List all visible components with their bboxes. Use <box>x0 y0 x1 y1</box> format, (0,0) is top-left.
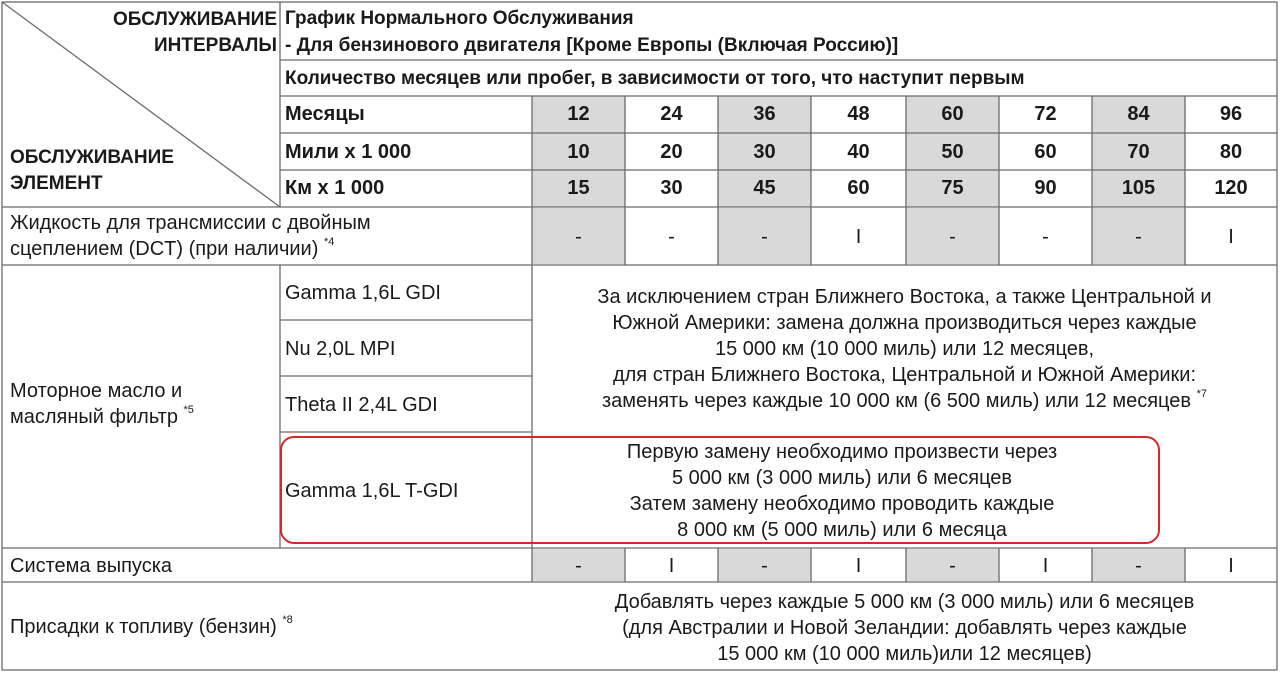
tgdi-note-line: Первую замену необходимо произвести через <box>626 441 1058 463</box>
oil-note-footnote: *7 <box>1196 388 1207 400</box>
row-label-miles: Мили x 1 000 <box>285 141 412 163</box>
miles-value: 20 <box>660 141 683 163</box>
tgdi-note-line: Затем замену необходимо проводить каждые <box>629 493 1055 515</box>
oil-note-line-last <box>532 388 1277 412</box>
km-value: 105 <box>1121 177 1156 199</box>
dct-value: - <box>1135 226 1142 248</box>
engine-theta-gdi: Theta II 2,4L GDI <box>285 394 438 416</box>
corner-intervals-line1: ОБСЛУЖИВАНИЕ <box>113 9 277 30</box>
oil-label-text: масляный фильтр <box>10 406 178 428</box>
months-value: 84 <box>1127 103 1150 125</box>
miles-value: 60 <box>1034 141 1057 163</box>
exhaust-value: I <box>1042 555 1049 577</box>
km-value: 45 <box>753 177 776 199</box>
miles-value: 10 <box>567 141 590 163</box>
miles-value: 50 <box>941 141 964 163</box>
engine-gamma-gdi: Gamma 1,6L GDI <box>285 282 441 304</box>
dct-value: - <box>1042 226 1049 248</box>
dct-value: - <box>949 226 956 248</box>
km-value: 30 <box>660 177 683 199</box>
engine-gamma-tgdi: Gamma 1,6L T-GDI <box>285 480 459 502</box>
fuel-note-line: Добавлять через каждые 5 000 км (3 000 миль) или 6 месяцев <box>614 591 1195 613</box>
fuel-additives-label-text: Присадки к топливу (бензин) <box>10 616 277 638</box>
dct-label-text: сцеплением (DCT) (при наличии) <box>10 238 319 260</box>
schedule-title-line1: График Нормального Обслуживания <box>285 8 634 29</box>
dct-footnote: *4 <box>323 236 335 248</box>
exhaust-value: - <box>575 555 582 577</box>
dct-value: - <box>668 226 675 248</box>
dct-value: - <box>761 226 768 248</box>
engine-nu-mpi: Nu 2,0L MPI <box>285 338 396 360</box>
dct-value: I <box>855 226 862 248</box>
fuel-note-line: (для Австралии и Новой Зеландии: добавлять через каждые <box>622 617 1187 639</box>
exhaust-value: I <box>668 555 675 577</box>
fuel-note-line: 15 000 км (10 000 миль)или 12 месяцев) <box>717 643 1092 665</box>
dct-label-line1: Жидкость для трансмиссии с двойным <box>10 212 371 234</box>
km-value: 120 <box>1214 177 1248 199</box>
exhaust-value: - <box>761 555 768 577</box>
oil-note-line: Южной Америки: замена должна производиться через каждые <box>612 312 1197 334</box>
dct-label-line2 <box>10 236 335 260</box>
months-value: 72 <box>1034 103 1057 125</box>
km-value: 60 <box>847 177 870 199</box>
months-value: 96 <box>1219 103 1243 125</box>
corner-element-line2: ЭЛЕМЕНТ <box>10 173 103 194</box>
corner-intervals-line2: ИНТЕРВАЛЫ <box>154 35 277 56</box>
months-value: 36 <box>753 103 776 125</box>
miles-value: 30 <box>753 141 776 163</box>
months-value: 60 <box>941 103 964 125</box>
miles-value: 40 <box>847 141 870 163</box>
tgdi-note-line: 8 000 км (5 000 миль) или 6 месяца <box>677 519 1007 541</box>
oil-label-line1: Моторное масло и <box>10 380 183 402</box>
oil-label-line2 <box>10 404 194 428</box>
months-value: 12 <box>567 103 590 125</box>
km-value: 15 <box>567 177 590 199</box>
schedule-title-line2: - Для бензинового двигателя [Кроме Европы (Включая Россию)] <box>285 35 899 56</box>
miles-value: 70 <box>1127 141 1150 163</box>
km-value: 75 <box>941 177 964 199</box>
row-label-km: Км x 1 000 <box>285 177 385 199</box>
months-value: 24 <box>660 103 683 125</box>
oil-note-line: 15 000 км (10 000 миль) или 12 месяцев, <box>714 338 1094 360</box>
oil-note-line: За исключением стран Ближнего Востока, а также Центральной и <box>597 286 1212 308</box>
fuel-additives-label <box>10 614 293 638</box>
exhaust-value: - <box>949 555 956 577</box>
miles-value: 80 <box>1219 141 1243 163</box>
oil-note-text: заменять через каждые 10 000 км (6 500 миль) или 12 месяцев <box>602 390 1192 412</box>
tgdi-note-line: 5 000 км (3 000 миль) или 6 месяцев <box>671 467 1013 489</box>
oil-note-line: для стран Ближнего Востока, Центральной и Южной Америки: <box>612 364 1197 386</box>
schedule-subtitle: Количество месяцев или пробег, в зависимости от того, что наступит первым <box>285 68 1025 89</box>
exhaust-value: I <box>1228 555 1234 577</box>
exhaust-label: Система выпуска <box>10 555 173 577</box>
oil-footnote: *5 <box>183 404 194 416</box>
row-label-months: Месяцы <box>285 103 365 125</box>
fuel-additives-footnote: *8 <box>282 614 293 626</box>
corner-element-line1: ОБСЛУЖИВАНИЕ <box>10 147 174 168</box>
dct-value: - <box>575 226 582 248</box>
km-value: 90 <box>1034 177 1057 199</box>
exhaust-value: I <box>855 555 862 577</box>
dct-value: I <box>1228 226 1234 248</box>
months-value: 48 <box>847 103 870 125</box>
exhaust-value: - <box>1135 555 1142 577</box>
